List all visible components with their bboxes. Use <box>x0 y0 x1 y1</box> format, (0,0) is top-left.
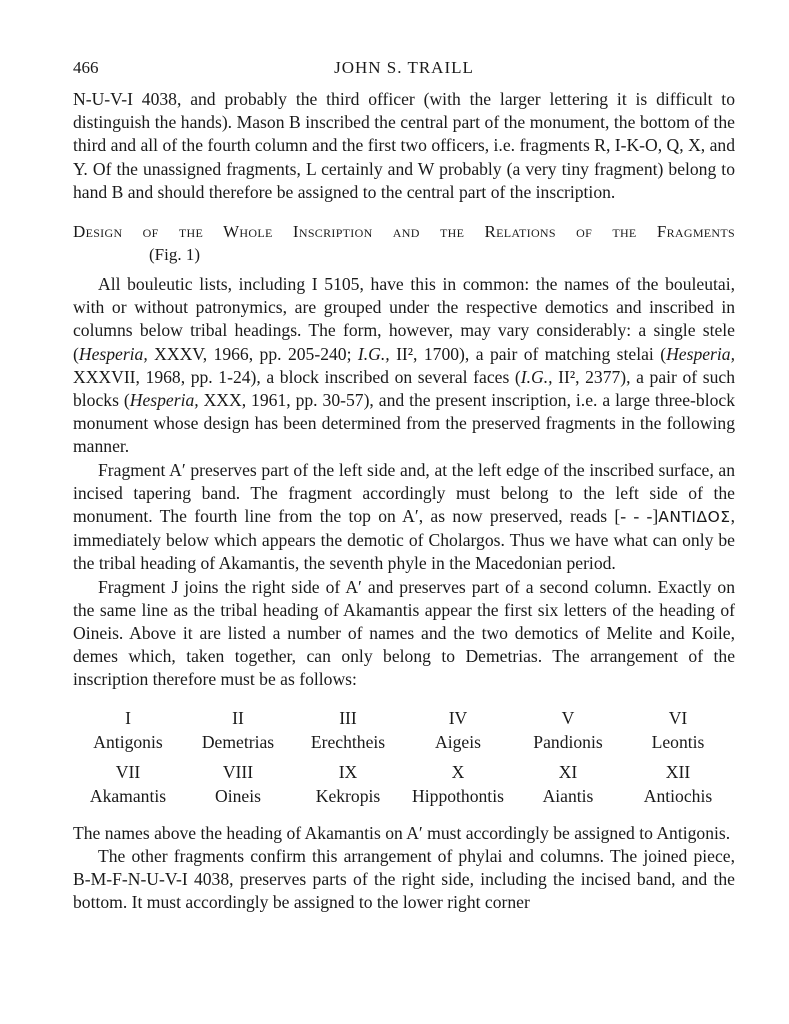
paragraph-6: The other fragments confirm this arrangement of phylai and columns. The joined piece, B-M-F-N-U-V-I 4038, preserves parts of the right side, including the incised band, and the bottom. It must accordingly be assigned to the lower right corner <box>73 845 735 913</box>
tribe-number: VII <box>115 761 141 782</box>
tribe-cell <box>73 760 183 808</box>
tribe-name: Antiochis <box>643 785 713 806</box>
text-run: Fragment A′ preserves part of the left side and, at the left edge of the inscribed surface, an incised tapering band. The fragment accordingly must belong to the left side of the monument. The fourth line from the top on A′, as now preserved, reads [- - -] <box>73 459 735 527</box>
tribe-row-2 <box>73 760 735 808</box>
citation-hesperia: Hesperia, <box>129 390 199 411</box>
tribe-number: XI <box>558 761 578 782</box>
text-run: XXXV, 1966, pp. 205-240; <box>147 343 358 364</box>
text-run: XXXVII, 1968, pp. 1-24), a block inscribed on several faces ( <box>73 366 521 387</box>
page <box>73 58 735 914</box>
tribe-row-1 <box>73 706 735 754</box>
text-run: All bouleutic lists, including I 5105, have this in common: the names of the bouleutai, with or without patronymics, are grouped under the respective demotics and inscribed in columns below tribal headings. The form, however, may vary considerably: a single stele ( <box>73 274 735 364</box>
paragraph-2 <box>73 273 735 459</box>
tribe-number: III <box>339 707 357 728</box>
tribe-name: Erechtheis <box>310 731 386 752</box>
tribe-cell <box>513 706 623 754</box>
tribe-cell <box>403 706 513 754</box>
tribe-name: Kekropis <box>315 785 381 806</box>
tribe-cell <box>73 706 183 754</box>
text-run: , immediately below which appears the demotic of Cholargos. Thus we have what can only be the tribal heading of Akamantis, the seventh phyle in the Macedonian period. <box>73 506 735 574</box>
tribe-number: IV <box>448 707 468 728</box>
tribe-name: Akamantis <box>89 785 167 806</box>
greek-inscription: ΑΝΤΙΔΟΣ <box>658 508 731 527</box>
text-run: II², 2377), a pair of such blocks ( <box>73 366 735 411</box>
section-heading <box>73 220 735 266</box>
paragraph-1: N-U-V-I 4038, and probably the third officer (with the larger lettering it is difficult to distinguish the hands). Mason B inscribed the central part of the monument, the bottom of the third and all of the fourth column and the first two officers, i.e. fragments R, I-K-O, Q, X, and Y. Of the unassigned fragments, L certainly and W probably (a very tiny fragment) belong to hand B and should therefore be assigned to the central part of the inscription. <box>73 89 735 202</box>
text-run: XXX, 1961, pp. 30-57), and the present inscription, i.e. a large three-block monument whose design has been determined from the preserved fragments in the following manner. <box>73 390 735 457</box>
tribe-number: I <box>125 707 131 728</box>
tribe-cell <box>403 760 513 808</box>
tribe-name: Aigeis <box>435 731 481 752</box>
tribe-number: V <box>561 707 575 728</box>
text-run: II², 1700), a pair of matching stelai ( <box>389 343 667 364</box>
citation-ig: I.G., <box>520 366 553 387</box>
tribe-name: Antigonis <box>93 731 163 752</box>
tribe-cell <box>513 760 623 808</box>
tribe-name: Oineis <box>215 785 261 806</box>
paragraph-5: The names above the heading of Akamantis on A′ must accordingly be assigned to Antigonis. <box>73 822 731 843</box>
citation-ig: I.G., <box>357 343 390 364</box>
tribe-cell <box>623 760 733 808</box>
tribe-name: Leontis <box>651 731 705 752</box>
tribe-cell <box>183 706 293 754</box>
paragraph-3 <box>73 459 735 576</box>
running-head: JOHN S. TRAILL <box>334 58 474 77</box>
tribal-arrangement <box>73 706 735 808</box>
tribe-name: Demetrias <box>201 731 275 752</box>
tribe-cell <box>183 760 293 808</box>
citation-hesperia: Hesperia, <box>666 343 735 364</box>
tribe-name: Hippothontis <box>412 785 504 806</box>
tribe-number: XII <box>665 761 691 782</box>
page-header <box>73 58 735 88</box>
tribe-name: Aiantis <box>542 785 594 806</box>
tribe-number: II <box>232 707 244 728</box>
citation-hesperia: Hesperia, <box>78 343 148 364</box>
tribe-number: VI <box>668 707 688 728</box>
tribe-name: Pandionis <box>533 731 603 752</box>
page-number: 466 <box>73 58 99 77</box>
tribe-cell <box>623 706 733 754</box>
paragraph-4: Fragment J joins the right side of A′ and preserves part of a second column. Exactly on the same line as the tribal heading of Akamantis appear the first six letters of the heading of Oineis. Above it are listed a number of names and the two demotics of Melite and Koile, demes which, taken together, can only belong to Demetrias. The arrangement of the inscription therefore must be as follows: <box>73 576 735 690</box>
tribe-number: VIII <box>222 761 254 782</box>
section-heading-line-2: (Fig. 1) <box>149 245 200 265</box>
section-heading-line-1: Design of the Whole Inscription and the Relations of the Fragments <box>73 222 735 242</box>
tribe-cell <box>293 706 403 754</box>
tribe-cell <box>293 760 403 808</box>
tribe-number: IX <box>338 761 358 782</box>
tribe-number: X <box>451 761 465 782</box>
